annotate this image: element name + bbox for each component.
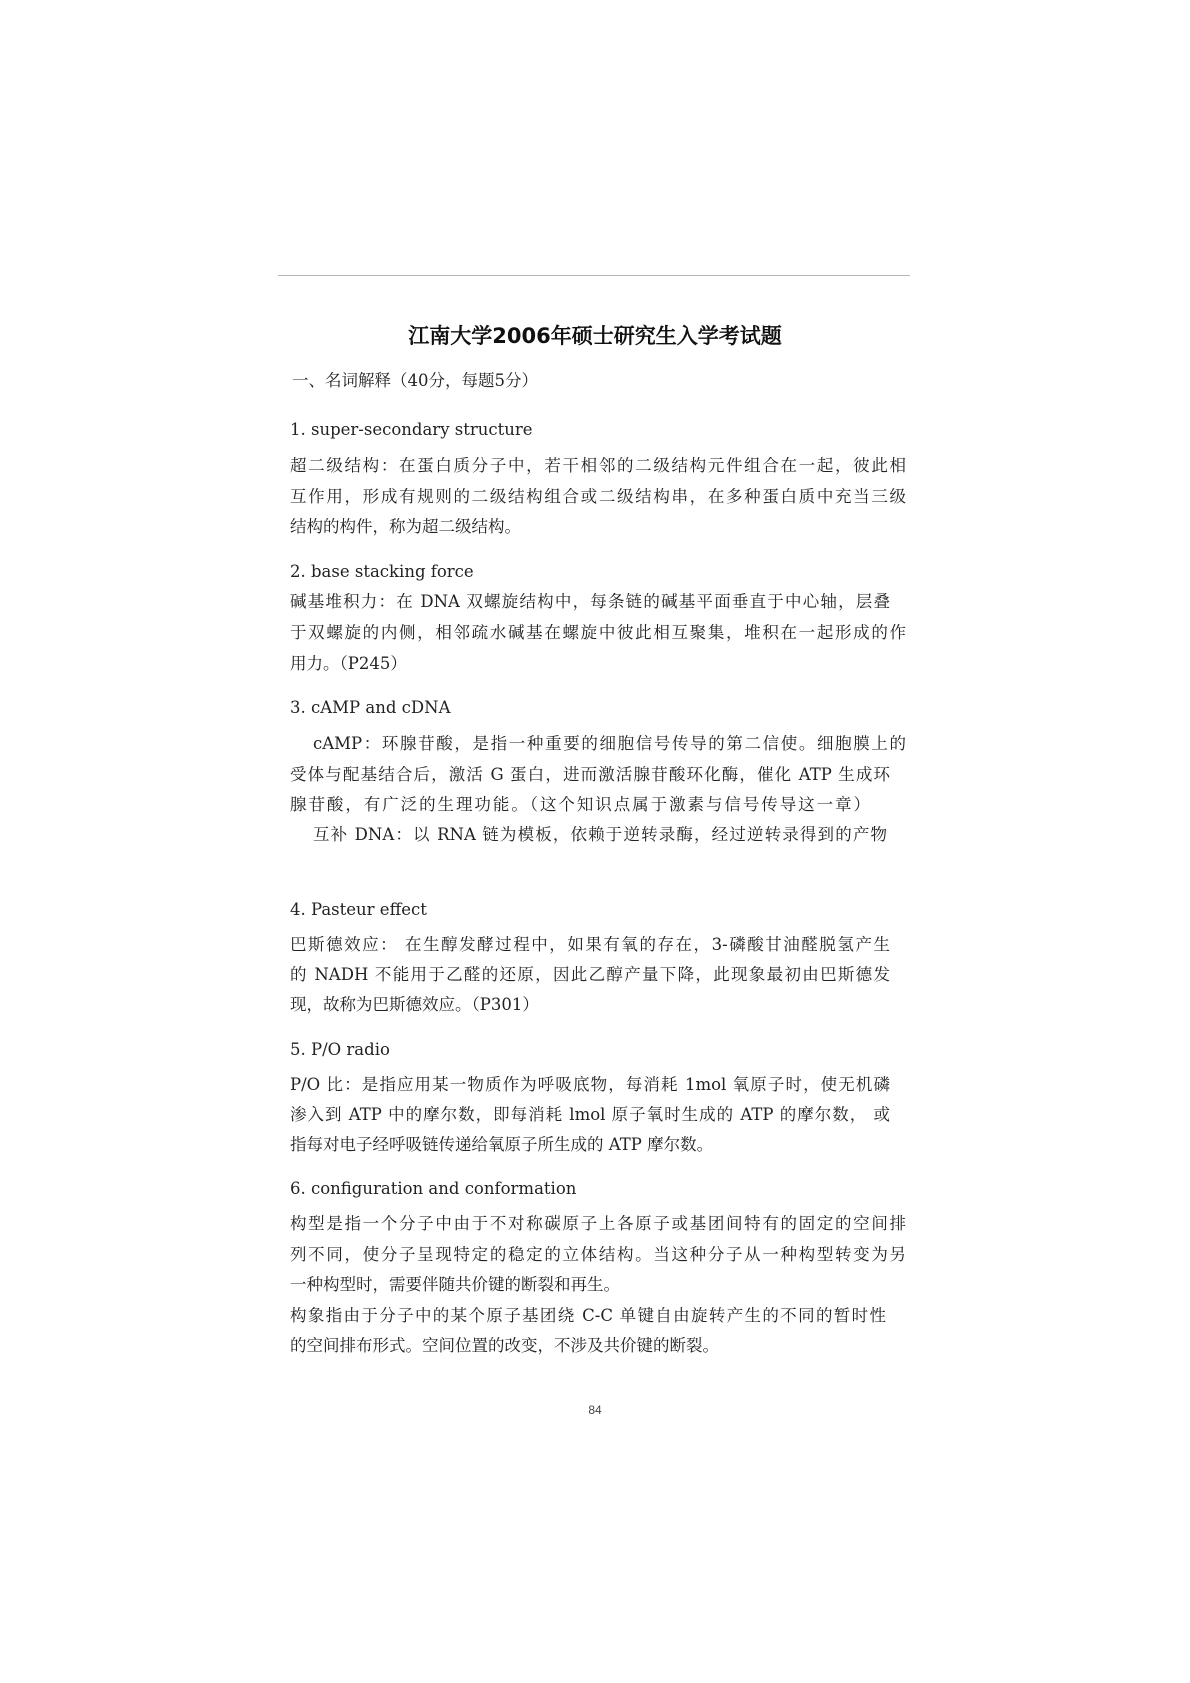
item-heading: 6. configuration and conformation: [290, 1179, 577, 1198]
paragraph-line: 的空间排布形式。空间位置的改变，不涉及共价键的断裂。: [290, 1336, 719, 1355]
paragraph-line: 渗入到 ATP 中的摩尔数，即每消耗 lmol 原子氧时生成的 ATP 的摩尔数， 或: [290, 1105, 890, 1124]
item-heading: 1. super-secondary structure: [290, 420, 533, 439]
paragraph-line: 的 NADH 不能用于乙醛的还原，因此乙醇产量下降，此现象最初由巴斯德发: [290, 965, 890, 984]
paragraph-line: 构型是指一个分子中由于不对称碳原子上各原子或基团间特有的固定的空间排: [290, 1214, 906, 1233]
item-heading: 4. Pasteur effect: [290, 900, 427, 919]
header-rule: [278, 275, 910, 276]
paragraph-line: 现，故称为巴斯德效应。（P301）: [290, 995, 539, 1014]
paragraph-line: 互补 DNA：以 RNA 链为模板，依赖于逆转录酶，经过逆转录得到的产物: [313, 825, 887, 844]
page-number: 84: [588, 1403, 602, 1417]
paragraph-line: 用力。（P245）: [290, 654, 407, 673]
paragraph-line: 结构的构件，称为超二级结构。: [290, 517, 521, 536]
paragraph-line: 构象指由于分子中的某个原子基团绕 C-C 单键自由旋转产生的不同的暂时性: [290, 1306, 886, 1325]
paragraph-line: cAMP：环腺苷酸，是指一种重要的细胞信号传导的第二信使。细胞膜上的: [313, 734, 906, 753]
item-heading: 5. P/O radio: [290, 1040, 390, 1059]
paragraph-line: 腺苷酸，有广泛的生理功能。（这个知识点属于激素与信号传导这一章）: [290, 795, 870, 814]
paragraph-line: 超二级结构：在蛋白质分子中，若干相邻的二级结构元件组合在一起，彼此相: [290, 456, 906, 475]
paragraph-line: 指每对电子经呼吸链传递给氧原子所生成的 ATP 摩尔数。: [290, 1135, 714, 1154]
paragraph-line: 巴斯德效应： 在生醇发酵过程中，如果有氧的存在，3-磷酸甘油醛脱氢产生: [290, 935, 890, 954]
item-heading: 3. cAMP and cDNA: [290, 698, 451, 717]
paragraph-line: 列不同，使分子呈现特定的稳定的立体结构。当这种分子从一种构型转变为另: [290, 1245, 906, 1264]
paragraph-line: 互作用，形成有规则的二级结构组合或二级结构串，在多种蛋白质中充当三级: [290, 487, 906, 506]
paragraph-line: P/O 比：是指应用某一物质作为呼吸底物，每消耗 1mol 氧原子时，使无机磷: [290, 1075, 890, 1094]
page-title: 江南大学2006年硕士研究生入学考试题: [408, 324, 782, 348]
paragraph-line: 受体与配基结合后，激活 G 蛋白，进而激活腺苷酸环化酶，催化 ATP 生成环: [290, 765, 890, 784]
section-heading: 一、名词解释（40分，每题5分）: [292, 371, 538, 390]
paragraph-line: 于双螺旋的内侧，相邻疏水碱基在螺旋中彼此相互聚集，堆积在一起形成的作: [290, 623, 906, 642]
paragraph-line: 碱基堆积力：在 DNA 双螺旋结构中，每条链的碱基平面垂直于中心轴，层叠: [290, 592, 890, 611]
item-heading: 2. base stacking force: [290, 562, 474, 581]
paragraph-line: 一种构型时，需要伴随共价键的断裂和再生。: [290, 1275, 620, 1294]
